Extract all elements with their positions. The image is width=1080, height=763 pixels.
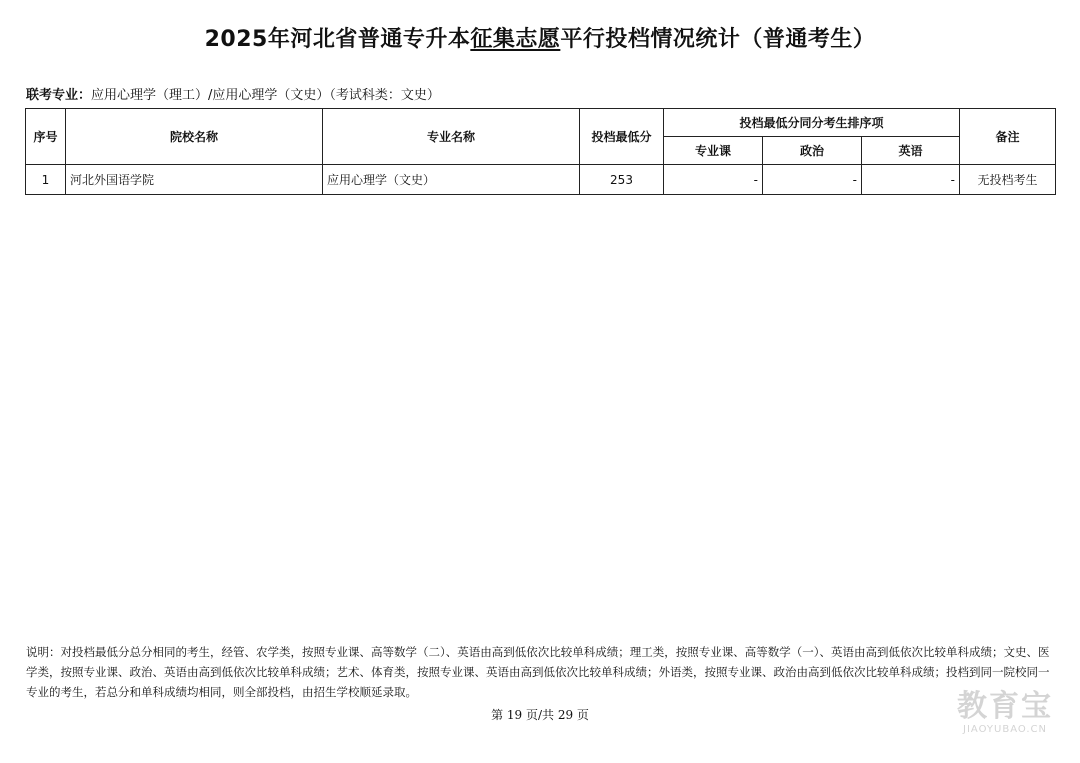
table-row [26, 165, 1056, 195]
header-remark: 备注 [960, 109, 1056, 165]
title-underlined-part: 征集志愿 [470, 27, 561, 52]
major-line [26, 84, 440, 103]
watermark-sub: JIAOYUBAO.CN [963, 724, 1047, 735]
explanation-note: 说明：对投档最低分总分相同的考生，经管、农学类，按照专业课、高等数学（二）、英语由高到低依次比较单科成绩；理工类，按照专业课、高等数学（一）、英语由高到低依次比较单科成绩；文史、医学类，按照专业课、政治、英语由高到低依次比较单科成绩；艺术、体育类，按照专业课、英语由高到低依次比较单科成绩；外语类，按照专业课、政治由高到低依次比较单科成绩；投档到同一院校同一专业的考生，若总分和单科成绩均相同，则全部投档，由招生学校顺延录取。 [26, 645, 1050, 699]
header-row-1 [26, 109, 1056, 137]
header-tie-group: 投档最低分同分考生排序项 [664, 109, 960, 137]
cell-tie-1: - [664, 165, 763, 195]
header-min-score: 投档最低分 [580, 109, 664, 165]
header-tie-subject-2: 政治 [763, 137, 862, 165]
header-tie-subject-1: 专业课 [664, 137, 763, 165]
cell-remark: 无投档考生 [960, 165, 1056, 195]
admission-table [25, 108, 1056, 195]
cell-seq: 1 [26, 165, 66, 195]
title-part-2: 平行投档情况统计（普通考生） [560, 27, 876, 52]
cell-tie-2: - [763, 165, 862, 195]
title-part-1: 2025年河北省普通专升本 [204, 27, 471, 52]
cell-tie-3: - [862, 165, 960, 195]
watermark-logo [940, 690, 1070, 735]
major-label: 联考专业： [26, 88, 92, 103]
header-tie-subject-3: 英语 [862, 137, 960, 165]
header-school: 院校名称 [66, 109, 323, 165]
cell-min-score: 253 [580, 165, 664, 195]
page-number: 第 19 页/共 29 页 [491, 708, 589, 722]
cell-major: 应用心理学（文史） [323, 165, 580, 195]
major-value: 应用心理学（理工）/应用心理学（文史）（考试科类：文史） [91, 88, 440, 103]
watermark-main: 教育宝 [957, 689, 1053, 724]
page-title [0, 22, 1080, 53]
header-major: 专业名称 [323, 109, 580, 165]
header-seq: 序号 [26, 109, 66, 165]
cell-school: 河北外国语学院 [66, 165, 323, 195]
